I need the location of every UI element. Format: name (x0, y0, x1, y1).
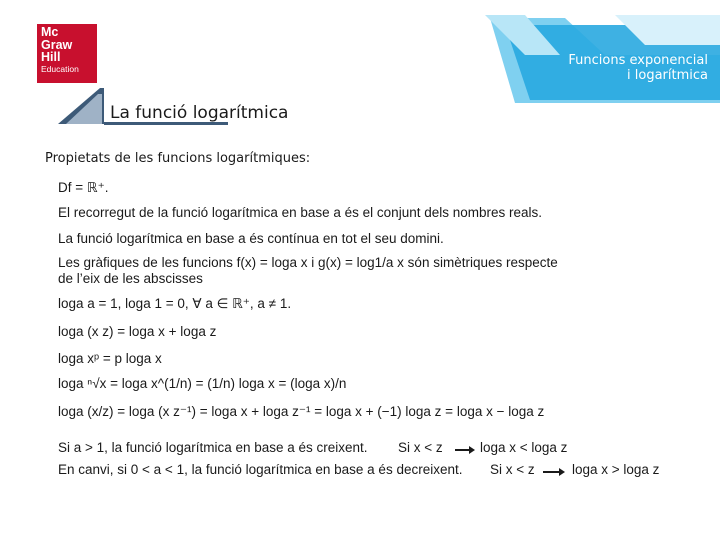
property-increasing: Si a > 1, la funció logarítmica en base a és creixent. (58, 440, 368, 455)
logo-line-2: Graw (41, 37, 73, 52)
property-power: loga xᵖ = p loga x (58, 351, 162, 366)
increasing-rule-arrow (455, 449, 473, 451)
decreasing-rule-condition: Si x < z (490, 462, 535, 477)
property-decreasing: En canvi, si 0 < a < 1, la funció logarítmica en base a és decreixent. (58, 462, 463, 477)
property-symmetry: Les gràfiques de les funcions f(x) = loga x i g(x) = log1/a x són simètriques respecte de l’eix de les abscisses (58, 255, 558, 286)
chapter-title-line-2: i logarítmica (627, 68, 708, 83)
property-domain: Df = ℝ⁺. (58, 180, 109, 195)
intro-text: Propietats de les funcions logarítmiques: (45, 151, 311, 166)
section-title: La funció logarítmica (110, 103, 289, 123)
property-range: El recorregut de la funció logarítmica en base a és el conjunt dels nombres reals. (58, 205, 543, 220)
decreasing-rule-result: loga x > loga z (572, 462, 660, 477)
logo-line-3: Hill (41, 50, 61, 64)
property-base-values: loga a = 1, loga 1 = 0, ∀ a ∈ ℝ⁺, a ≠ 1. (58, 296, 292, 311)
logo-line-1: Mc (41, 25, 59, 39)
increasing-rule-condition: Si x < z (398, 440, 443, 455)
property-product: loga (x z) = loga x + loga z (58, 324, 217, 339)
logo-line-4: Education (41, 63, 79, 74)
increasing-rule-result: loga x < loga z (480, 440, 568, 455)
decreasing-rule-arrow (543, 471, 563, 473)
chapter-title-line-1: Funcions exponencial (568, 53, 708, 68)
mcgraw-hill-logo (37, 24, 97, 83)
property-quotient: loga (x/z) = loga (x z⁻¹) = loga x + loga z⁻¹ = loga x + (−1) loga z = loga x − loga z (58, 404, 545, 419)
property-continuity: La funció logarítmica en base a és contínua en tot el seu domini. (58, 231, 444, 246)
property-root: loga ⁿ√x = loga x^(1/n) = (1/n) loga x = (loga x)/n (58, 376, 347, 391)
chapter-title (568, 53, 708, 83)
